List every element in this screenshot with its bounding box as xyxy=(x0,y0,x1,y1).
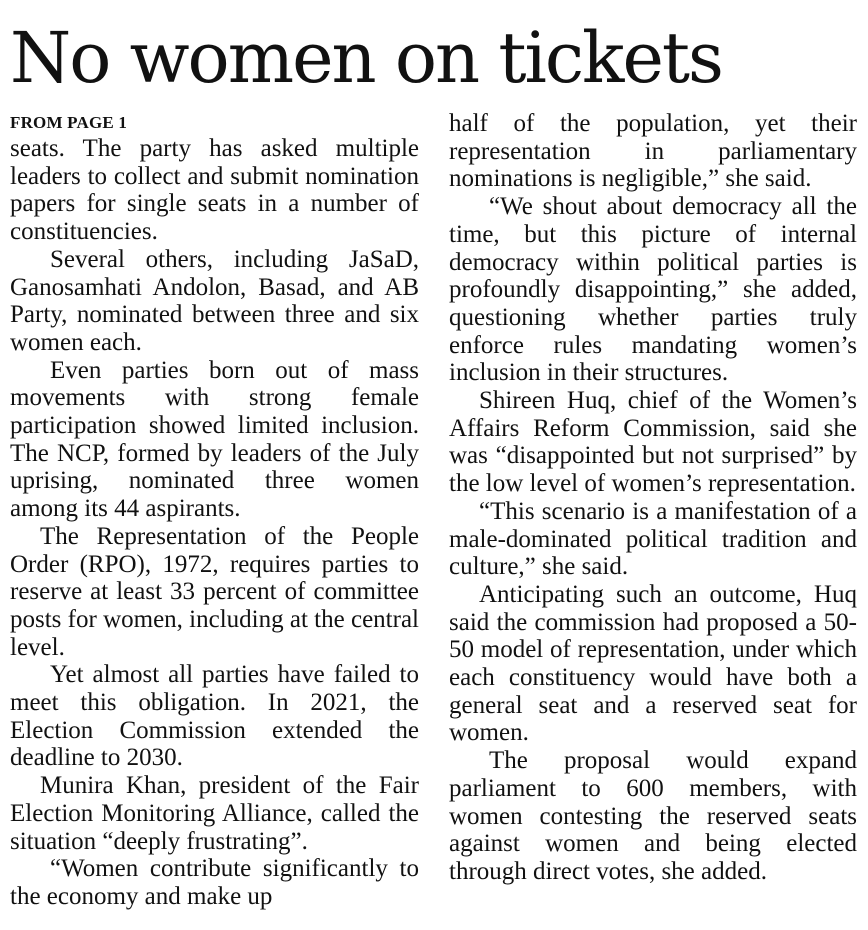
article-paragraph: Shireen Huq, chief of the Women’s Affairs Reform Commission, said she was “disappointed but not surprised” by the low level of women’s representation. xyxy=(449,387,857,498)
article-paragraph: half of the population, yet their representation in parliamentary nominations is negligible,” she said. xyxy=(449,110,857,193)
article-paragraph: Munira Khan, president of the Fair Election Monitoring Alliance, called the situation “deeply frustrating”. xyxy=(10,772,419,855)
article-paragraph: “Women contribute significantly to the economy and make up xyxy=(10,855,419,910)
article-paragraph: seats. The party has asked multiple leaders to collect and submit nomination papers for single seats in a number of constituencies. xyxy=(10,135,419,246)
continuation-kicker: FROM PAGE 1 xyxy=(10,113,128,132)
headline: No women on tickets xyxy=(10,17,722,99)
article-paragraph: “This scenario is a manifestation of a male-dominated political tradition and culture,” she said. xyxy=(449,497,857,581)
article-paragraph: The proposal would expand parliament to 600 members, with women contesting the reserved seats against women and being elected through direct votes, she added. xyxy=(449,747,857,885)
article-paragraph: Anticipating such an outcome, Huq said the commission had proposed a 50-50 model of representation, under which each constituency would have both a general seat and a reserved seat for women. xyxy=(449,580,857,747)
article-paragraph: “We shout about democracy all the time, but this picture of internal democracy within political parties is profoundly disappointing,” she added, questioning whether parties truly enforce rules mandating women’s inclusion in their structures. xyxy=(449,193,857,387)
article-paragraph: Yet almost all parties have failed to meet this obligation. In 2021, the Election Commission extended the deadline to 2030. xyxy=(10,661,419,772)
article-column-right xyxy=(449,110,857,886)
article-paragraph: Even parties born out of mass movements with strong female participation showed limited inclusion. The NCP, formed by leaders of the July uprising, nominated three women among its 44 aspirants. xyxy=(10,356,419,523)
article-paragraph: The Representation of the People Order (RPO), 1972, requires parties to reserve at least 33 percent of committee posts for women, including at the central level. xyxy=(10,522,419,661)
article-paragraph: Several others, including JaSaD, Ganosamhati Andolon, Basad, and AB Party, nominated between three and six women each. xyxy=(10,245,419,356)
article-column-left xyxy=(10,110,419,911)
